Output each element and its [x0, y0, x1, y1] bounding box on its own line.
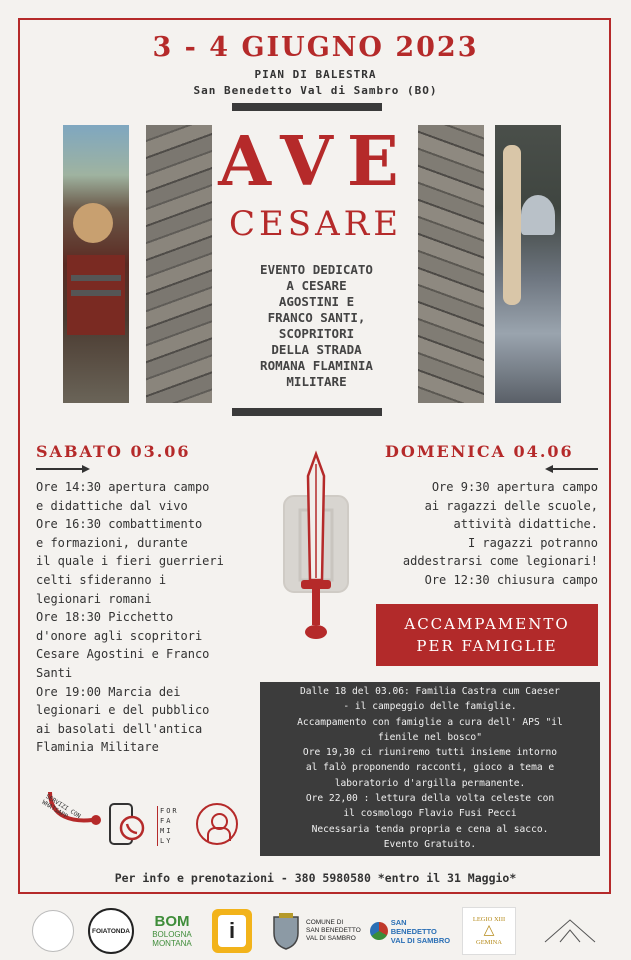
main-title: AVE — [218, 122, 413, 202]
sunday-arrow-head — [545, 465, 553, 473]
legionary-photo-left — [63, 125, 129, 403]
top-divider — [232, 103, 382, 111]
for-family-line-3: MI — [160, 827, 173, 835]
legionary-photo-right — [495, 125, 561, 403]
partner-logo-1 — [28, 906, 78, 956]
saturday-arrow — [36, 468, 84, 470]
comune-line-1: COMUNE DI — [306, 919, 344, 926]
comune-line-3: VAL DI SAMBRO — [306, 935, 356, 942]
legio-line-2: GEMINA — [476, 939, 502, 946]
sunday-title: DOMENICA 04.06 — [385, 442, 574, 461]
event-date: 3 - 4 GIUGNO 2023 — [152, 32, 479, 63]
montana-label: MONTANA — [152, 939, 192, 948]
info-point-logo: i — [210, 906, 254, 956]
legio-line-1: LEGIO XIII — [472, 916, 506, 923]
coat-of-arms-icon — [268, 906, 304, 956]
foiatonda-label: FOIATONDA — [88, 908, 134, 954]
for-family-line-4: LY — [160, 837, 173, 845]
partner-logo-arch — [530, 906, 610, 956]
bom-label: BOM — [154, 913, 190, 930]
sunday-arrow — [552, 468, 598, 470]
for-family-logo — [157, 806, 194, 846]
saturday-title: SABATO 03.06 — [36, 442, 191, 461]
dedication-text: EVENTO DEDICATO A CESARE AGOSTINI E FRANCO SANTI, SCOPRITORI DELLA STRADA ROMANA FLAMINIA MILITARE — [260, 262, 373, 389]
sub-title: CESARE — [228, 204, 403, 244]
saturday-program: Ore 14:30 apertura campo e didattiche dal vivo Ore 16:30 combattimento e formazioni, durante il quale i fieri guerrieri celtі sfideranno i legionari romani Ore 18:30 Picchetto d'onore agli scopritori Cesare Agostini e Franco Santi Ore 19:00 Marcia dei legionari e del pubblico ai basolati dell'antica Flaminia Militare — [36, 480, 224, 755]
info-line: Per info e prenotazioni - 380 5980580 *entro il 31 Maggio* — [114, 871, 517, 885]
camp-banner: ACCAMPAMENTO PER FAMIGLIE — [376, 604, 598, 666]
bottom-divider — [232, 408, 382, 416]
bologna-montana-logo — [144, 906, 200, 956]
comune-logo-text — [306, 906, 364, 956]
saturday-arrow-head — [82, 465, 90, 473]
sunday-program: Ore 9:30 apertura campo ai ragazzi delle scuole, attività didattiche. I ragazzi potranno addestrarsi come legionari! Ore 12:30 chiusura campo — [402, 480, 598, 587]
for-family-line-2: FA — [160, 817, 173, 825]
family-icon — [196, 803, 238, 845]
for-family-line-1: FOR — [160, 807, 179, 815]
foiatonda-logo — [88, 906, 134, 956]
event-place: PIAN DI BALESTRA — [254, 68, 377, 81]
whatsapp-service-label: SERVIZI CON WHATSAPP — [40, 793, 82, 821]
sb-line-2: VAL DI SAMBRO — [390, 935, 451, 945]
san-benedetto-logo — [370, 906, 454, 956]
event-town: San Benedetto Val di Sambro (BO) — [193, 84, 438, 97]
legio-xiii-logo: LEGIO XIII △ GEMINA — [462, 906, 516, 956]
comune-line-2: SAN BENEDETTO — [306, 927, 361, 934]
sword-icon — [276, 450, 356, 650]
phone-icon — [106, 802, 146, 850]
sb-line-1: SAN BENEDETTO — [390, 917, 437, 936]
camp-details: Dalle 18 del 03.06: Familia Castra cum Caeser - il campeggio delle famiglie. Accampamento con famiglie a cura dell' APS "il fienile nel bosco" Ore 19,30 ci riuniremo tutti insieme intorno al falò proponendo racconti, gioco a tema e laboratorio d'argilla permanente. Ore 22,00 : lettura della volta celeste con il cosmologo Flavio Fusi Pecci Necessaria tenda propria e cena al sacco. Evento Gratuito. — [260, 682, 600, 856]
bologna-label: BOLOGNA — [152, 930, 192, 939]
